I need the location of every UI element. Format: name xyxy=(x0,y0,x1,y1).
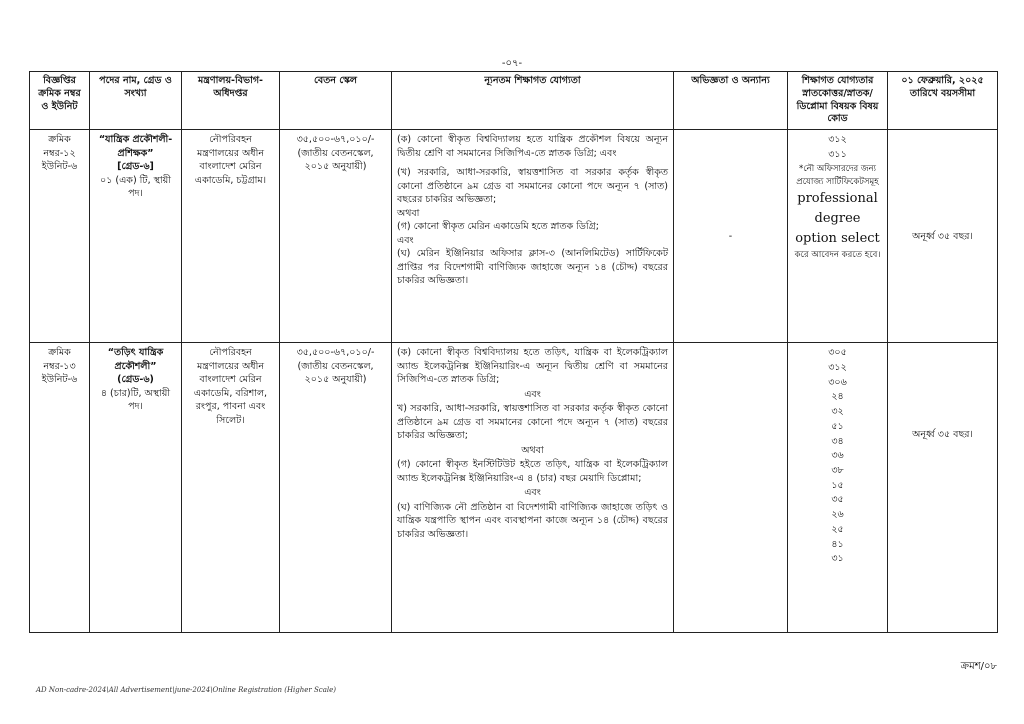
qualification-connector: এবং xyxy=(524,388,541,400)
header-post: পদের নাম, গ্রেড ও সংখ্যা xyxy=(90,72,182,130)
subject-code-cell xyxy=(788,130,888,343)
post-count: ০১ (এক) টি, স্থায়ী পদ। xyxy=(100,174,171,200)
recruitment-table xyxy=(29,71,998,633)
qualification-item: (ক) কোনো স্বীকৃত বিশ্ববিদ্যালয় হতে তড়িৎ, যান্ত্রিক বা ইলেকট্রিক্যাল অ্যান্ড ইলেকট্রনিক্স ইঞ্জিনিয়ারিং-এ অন্যূন দ্বিতীয় শ্রেণি বা সমমানের সিজিপিএ-তে স্নাতক ডিগ্রি; xyxy=(397,347,668,386)
subject-code: ৩৫ xyxy=(831,494,844,506)
ministry-cell: নৌপরিবহন মন্ত্রণালয়ের অধীন বাংলাদেশ মেরিন একাডেমি, বরিশাল, রংপুর, পাবনা এবং সিলেট। xyxy=(182,343,280,633)
header-ministry: মন্ত্রণালয়-বিভাগ-অধিদপ্তর xyxy=(182,72,280,130)
post-cell xyxy=(90,343,182,633)
subject-code: ৩২ xyxy=(831,406,844,418)
serial-cell: ক্রমিক নম্বর-১৩ ইউনিট-৬ xyxy=(30,343,90,633)
post-count: ৪ (চার)টি, অস্থায়ী পদ। xyxy=(100,387,171,413)
qualification-item: (খ) সরকারি, আধা-সরকারি, স্বায়ত্তশাসিত বা সরকার কর্তৃক স্বীকৃত কোনো প্রতিষ্ঠানে ৯ম গ্রেড বা সমমানের কোনো পদে অন্যূন ৭ (সাত) বছরের চাকরির অভিজ্ঞতা; xyxy=(397,167,668,206)
qualification-connector: অথবা xyxy=(397,207,420,219)
qualification-item: (ঘ) বাণিজ্যিক নৌ প্রতিষ্ঠান বা বিদেশগামী বাণিজ্যিক জাহাজে তড়িৎ ও যান্ত্রিক যন্ত্রপাতি স্থাপন এবং ব্যবস্থাপনা কাজে অন্যূন ১৪ (চৌদ্দ) বছরের চাকরির অভিজ্ঞতা। xyxy=(397,501,668,540)
subject-code: ৩১১ xyxy=(828,148,847,160)
subject-code: ১৫ xyxy=(831,479,844,491)
subject-code: ৩১২ xyxy=(828,361,847,373)
experience-cell xyxy=(674,343,788,633)
subject-code: ২৬ xyxy=(831,509,844,521)
subject-code: ৩৮ xyxy=(831,465,844,476)
subject-code: ৩০৬ xyxy=(828,376,847,388)
header-age-limit: ০১ ফেব্রুয়ারি, ২০২৫ তারিখে বয়সসীমা xyxy=(888,72,998,130)
qualification-item: (গ) কোনো স্বীকৃত ইনস্টিটিউট হইতে তড়িৎ, যান্ত্রিক বা ইলেকট্রিক্যাল অ্যান্ড ইলেকট্রনিক্স ইঞ্জিনিয়ারিং-এ ৪ (চার) বছর মেয়াদি ডিপ্লোমা; xyxy=(397,459,668,484)
experience-cell: - xyxy=(674,130,788,343)
qualification-item: (ঘ) মেরিন ইঞ্জিনিয়ার অফিসার ক্লাস-৩ (আনলিমিটেড) সার্টিফিকেট প্রাপ্তির পর বিদেশগামী বাণিজ্যিক জাহাজে অন্যূন ১৪ (চৌদ্দ) বছরের চাকরির অভিজ্ঞতা। xyxy=(397,248,668,287)
post-grade: [গ্রেড-৬] xyxy=(117,161,154,173)
qualification-cell xyxy=(392,343,674,633)
header-experience: অভিজ্ঞতা ও অন্যান্য xyxy=(674,72,788,130)
post-title: “যান্ত্রিক প্রকৌশলী-প্রশিক্ষক” xyxy=(98,134,173,159)
subject-code: ৩৬ xyxy=(831,450,844,462)
age-limit-cell: অনূর্ধ্ব ৩৫ বছর। xyxy=(888,130,998,343)
post-title: “তড়িৎ যান্ত্রিক প্রকৌশলী” xyxy=(107,347,164,372)
header-pay-scale: বেতন স্কেল xyxy=(280,72,392,130)
footer-path: AD Non-cadre-2024\All Advertisement\june-2024\Online Registration (Higher Scale) xyxy=(36,686,336,694)
subject-code: ২৫ xyxy=(831,523,844,535)
table-row xyxy=(30,130,998,343)
page-number: -০৭- xyxy=(501,58,523,69)
continued-label: ক্রমশ/০৮ xyxy=(960,661,997,672)
subject-code: ৩১ xyxy=(831,553,844,565)
qualification-item: খ) সরকারি, আধা-সরকারি, স্বায়ত্তশাসিত বা সরকার কর্তৃক স্বীকৃত কোনো প্রতিষ্ঠানে ৯ম গ্রেড বা সমমানের কোনো পদে অন্যূন ৭ (সাত) বছরের চাকরির অভিজ্ঞতা; xyxy=(397,403,668,442)
post-grade: (গ্রেড-৬) xyxy=(117,374,154,386)
subject-code: ৩০৫ xyxy=(828,347,847,359)
header-subject-code: শিক্ষাগত যোগ্যতার স্নাতকোত্তর/স্নাতক/ ডিপ্লোমা বিষয়ক বিষয় কোড xyxy=(788,72,888,130)
header-row xyxy=(30,72,998,130)
serial-cell: ক্রমিক নম্বর-১২ ইউনিট-৬ xyxy=(30,130,90,343)
subject-code: ৫১ xyxy=(831,420,844,432)
qualification-cell xyxy=(392,130,674,343)
age-limit-text: অনূর্ধ্ব ৩৫ বছর। xyxy=(912,429,973,441)
qualification-item: (গ) কোনো স্বীকৃত মেরিন একাডেমি হতে স্নাতক ডিগ্রি; xyxy=(397,221,599,233)
subject-code: ৩৪ xyxy=(831,435,844,447)
qualification-connector: অথবা xyxy=(521,444,544,456)
subject-code: ৩১২ xyxy=(828,134,847,146)
header-qualification: ন্যূনতম শিক্ষাগত যোগ্যতা xyxy=(392,72,674,130)
qualification-connector: এবং xyxy=(397,234,414,246)
header-serial: বিজ্ঞপ্তির ক্রমিক নম্বর ও ইউনিট xyxy=(30,72,90,130)
subject-code: ২৪ xyxy=(831,391,844,403)
qualification-connector: এবং xyxy=(524,487,541,499)
subject-code: ৪১ xyxy=(831,538,844,550)
table-row xyxy=(30,343,998,633)
post-cell xyxy=(90,130,182,343)
subject-code-note-end: করে আবেদন করতে হবে। xyxy=(794,250,881,261)
pay-scale-cell: ৩৫,৫০০-৬৭,০১০/- (জাতীয় বেতনস্কেল, ২০১৫ অনুযায়ী) xyxy=(280,343,392,633)
pay-scale-cell: ৩৫,৫০০-৬৭,০১০/- (জাতীয় বেতনস্কেল, ২০১৫ অনুযায়ী) xyxy=(280,130,392,343)
professional-degree-note: professional degree option select xyxy=(795,191,880,247)
age-limit-cell xyxy=(888,343,998,633)
ministry-cell: নৌপরিবহন মন্ত্রণালয়ের অধীন বাংলাদেশ মেরিন একাডেমি, চট্টগ্রাম। xyxy=(182,130,280,343)
subject-code-note: *নৌ অফিসারদের জন্য প্রযোজ্য সার্টিফিকেটসমূহ xyxy=(796,163,879,187)
subject-code-cell xyxy=(788,343,888,633)
qualification-item: (ক) কোনো স্বীকৃত বিশ্ববিদ্যালয় হতে যান্ত্রিক প্রকৌশল বিষয়ে অন্যূন দ্বিতীয় শ্রেণি বা সমমানের সিজিপিএ-তে স্নাতক ডিগ্রি; এবং xyxy=(397,134,668,159)
